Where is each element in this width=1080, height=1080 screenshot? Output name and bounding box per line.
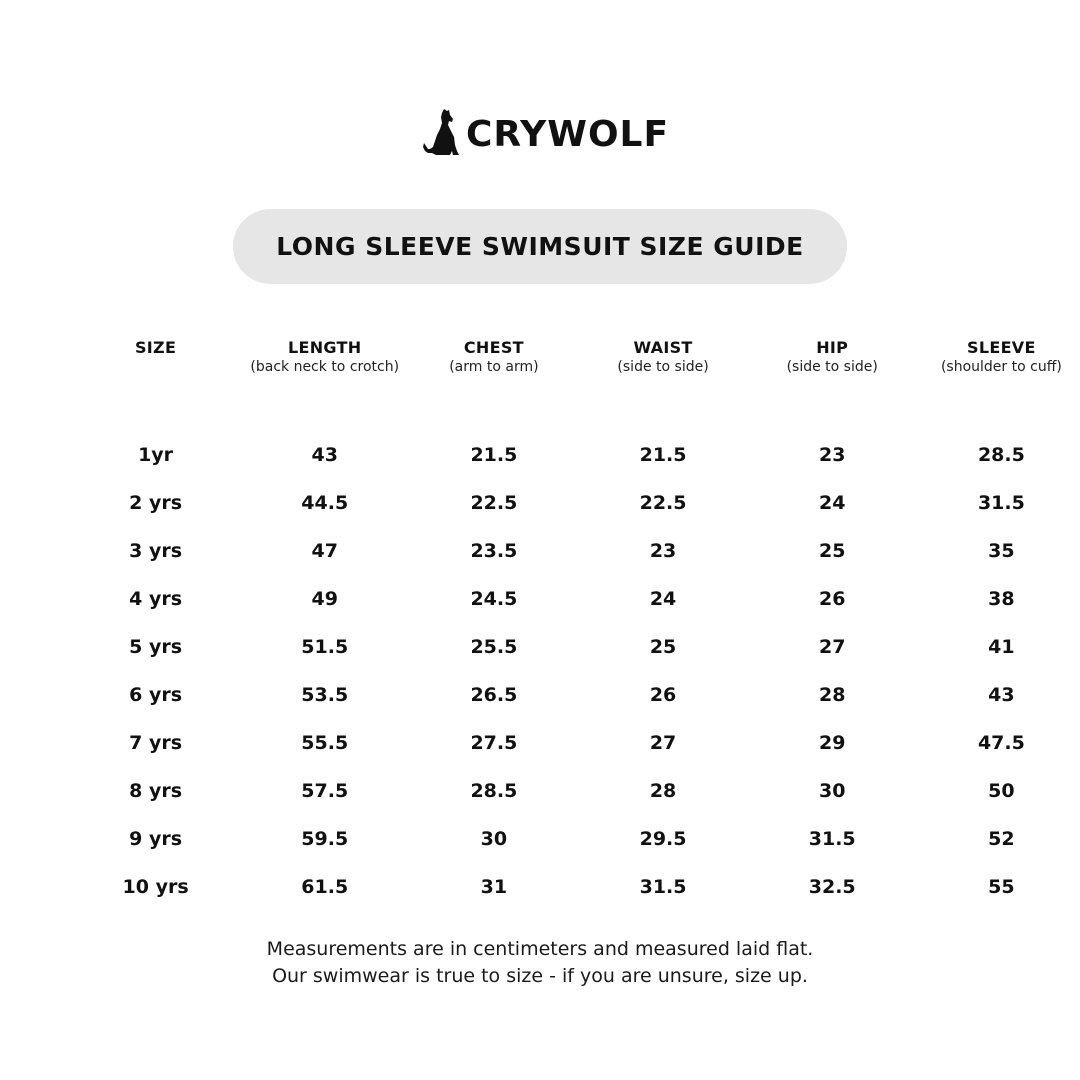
cell-sleeve: 28.5 [977, 444, 1025, 466]
cell-waist: 31.5 [639, 876, 687, 898]
cell-hip: 23 [818, 444, 846, 466]
cell-hip: 25 [818, 540, 846, 562]
cell-sleeve: 52 [988, 828, 1015, 850]
cell-hip: 27 [818, 636, 846, 658]
cell-length: 59.5 [301, 828, 349, 850]
column-sublabel: (side to side) [617, 359, 709, 375]
cell-size: 7 yrs [129, 732, 183, 754]
column-header-hip [748, 338, 917, 408]
table-row [71, 479, 1080, 527]
table-row [71, 623, 1080, 671]
cell-chest: 23.5 [470, 540, 518, 562]
table-row [71, 431, 1080, 479]
table-row [71, 863, 1080, 911]
cell-waist: 21.5 [639, 444, 687, 466]
cell-chest: 25.5 [470, 636, 518, 658]
cell-sleeve: 38 [988, 588, 1015, 610]
table-row [71, 527, 1080, 575]
cell-length: 51.5 [301, 636, 349, 658]
cell-hip: 31.5 [808, 828, 856, 850]
column-header-sleeve [917, 338, 1080, 408]
cell-size: 3 yrs [129, 540, 183, 562]
footnote-line-2: Our swimwear is true to size - if you are unsure, size up. [272, 965, 808, 987]
cell-sleeve: 55 [988, 876, 1015, 898]
column-sublabel: (back neck to crotch) [250, 359, 400, 375]
cell-chest: 28.5 [470, 780, 518, 802]
table-row [71, 671, 1080, 719]
table-row [71, 719, 1080, 767]
column-header-chest [409, 338, 578, 408]
cell-length: 55.5 [301, 732, 349, 754]
cell-waist: 22.5 [639, 492, 687, 514]
column-header-waist [578, 338, 747, 408]
cell-size: 2 yrs [129, 492, 183, 514]
cell-sleeve: 50 [988, 780, 1015, 802]
column-header-length [240, 338, 409, 408]
cell-size: 10 yrs [122, 876, 189, 898]
cell-hip: 24 [818, 492, 846, 514]
cell-chest: 31 [480, 876, 508, 898]
cell-sleeve: 31.5 [977, 492, 1025, 514]
column-sublabel: (arm to arm) [449, 359, 539, 375]
table-body [71, 408, 1080, 911]
footnote [0, 936, 1080, 990]
cell-length: 61.5 [301, 876, 349, 898]
size-table [71, 338, 1080, 911]
cell-hip: 30 [818, 780, 846, 802]
cell-length: 53.5 [301, 684, 349, 706]
cell-length: 43 [311, 444, 338, 466]
cell-waist: 26 [649, 684, 677, 706]
cell-waist: 25 [649, 636, 677, 658]
cell-size: 1yr [138, 444, 174, 466]
column-label: HIP [816, 338, 849, 357]
title-banner [233, 209, 847, 284]
cell-chest: 27.5 [470, 732, 518, 754]
brand-logo [422, 104, 669, 160]
brand-name: CRYWOLF [466, 114, 670, 155]
cell-length: 47 [311, 540, 338, 562]
cell-chest: 30 [480, 828, 508, 850]
cell-waist: 23 [649, 540, 677, 562]
table-row [71, 767, 1080, 815]
column-label: WAIST [633, 338, 693, 357]
cell-chest: 26.5 [470, 684, 518, 706]
cell-size: 6 yrs [129, 684, 183, 706]
cell-chest: 22.5 [470, 492, 518, 514]
cell-waist: 24 [649, 588, 677, 610]
cell-hip: 28 [818, 684, 846, 706]
page-title: LONG SLEEVE SWIMSUIT SIZE GUIDE [276, 232, 804, 261]
cell-sleeve: 41 [988, 636, 1015, 658]
table-header-row [71, 338, 1080, 408]
column-sublabel: (shoulder to cuff) [940, 359, 1062, 375]
cell-hip: 29 [818, 732, 846, 754]
cell-waist: 28 [649, 780, 677, 802]
cell-chest: 24.5 [470, 588, 518, 610]
table-row [71, 575, 1080, 623]
cell-waist: 27 [649, 732, 677, 754]
cell-sleeve: 47.5 [977, 732, 1025, 754]
cell-length: 57.5 [301, 780, 349, 802]
cell-sleeve: 35 [988, 540, 1015, 562]
column-sublabel: (side to side) [786, 359, 878, 375]
cell-waist: 29.5 [639, 828, 687, 850]
cell-size: 8 yrs [129, 780, 183, 802]
cell-hip: 32.5 [808, 876, 856, 898]
howling-wolf-icon [422, 107, 462, 157]
cell-size: 9 yrs [129, 828, 183, 850]
column-label: SLEEVE [967, 338, 1036, 357]
cell-sleeve: 43 [988, 684, 1015, 706]
table-row [71, 815, 1080, 863]
column-header-size [71, 338, 240, 408]
column-label: LENGTH [287, 338, 362, 357]
cell-hip: 26 [818, 588, 846, 610]
column-label: CHEST [463, 338, 524, 357]
cell-size: 5 yrs [129, 636, 183, 658]
column-label: SIZE [134, 338, 177, 357]
cell-size: 4 yrs [129, 588, 183, 610]
cell-chest: 21.5 [470, 444, 518, 466]
cell-length: 49 [311, 588, 338, 610]
footnote-line-1: Measurements are in centimeters and measured laid flat. [266, 938, 814, 960]
cell-length: 44.5 [301, 492, 349, 514]
